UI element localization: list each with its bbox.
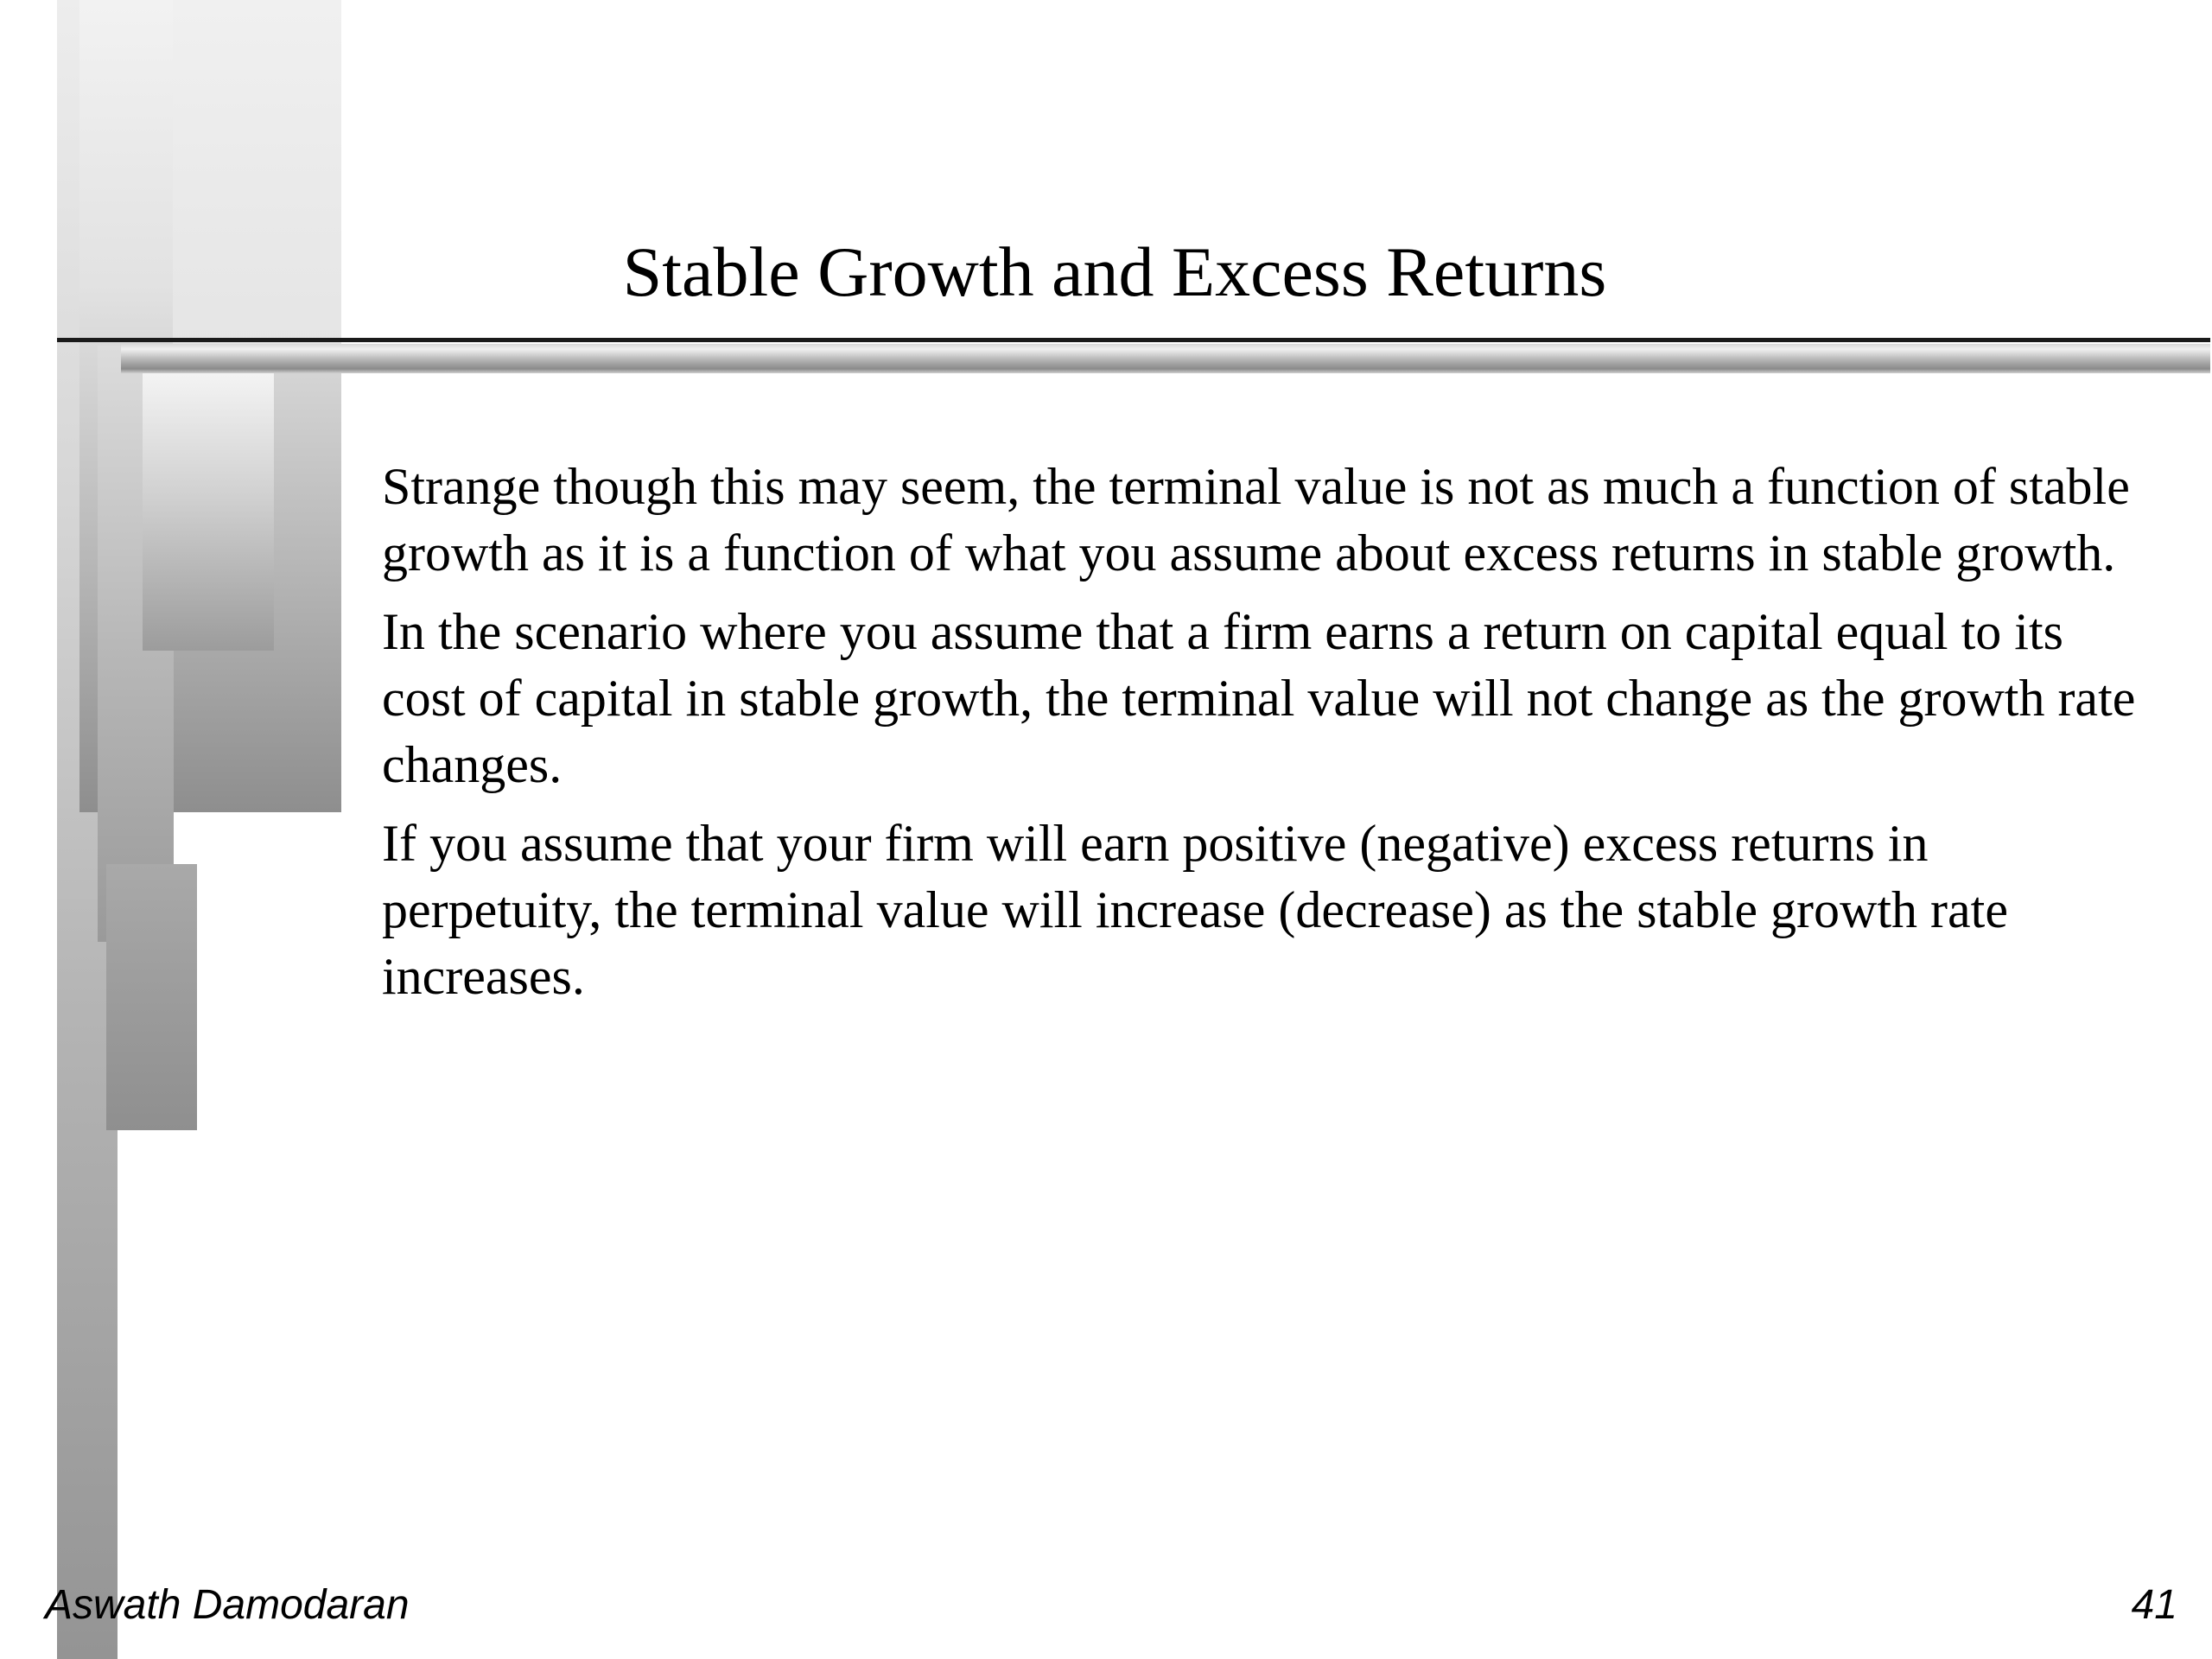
footer-author: Aswath Damodaran xyxy=(45,1582,410,1628)
paragraph: If you assume that your firm will earn positive (negative) excess returns in perpetuity, the terminal value will increase (decrease) as the stable growth rate increases. xyxy=(382,815,2008,1005)
paragraph: Strange though this may seem, the terminal value is not as much a function of stable growth as it is a function of what you assume about excess returns in stable growth. xyxy=(382,458,2130,582)
title-rule-shadow xyxy=(121,344,2210,373)
title-rule xyxy=(57,338,2210,342)
page-number: 41 xyxy=(2131,1582,2177,1628)
decorative-bar xyxy=(106,864,197,1130)
body-text xyxy=(382,454,2145,1022)
decorative-bar xyxy=(143,372,274,651)
slide-title: Stable Growth and Excess Returns xyxy=(622,232,1607,311)
decorative-bar xyxy=(173,0,341,346)
paragraph: In the scenario where you assume that a firm earns a return on capital equal to its cost of capital in stable growth, the terminal value will not change as the growth rate changes. xyxy=(382,603,2136,793)
